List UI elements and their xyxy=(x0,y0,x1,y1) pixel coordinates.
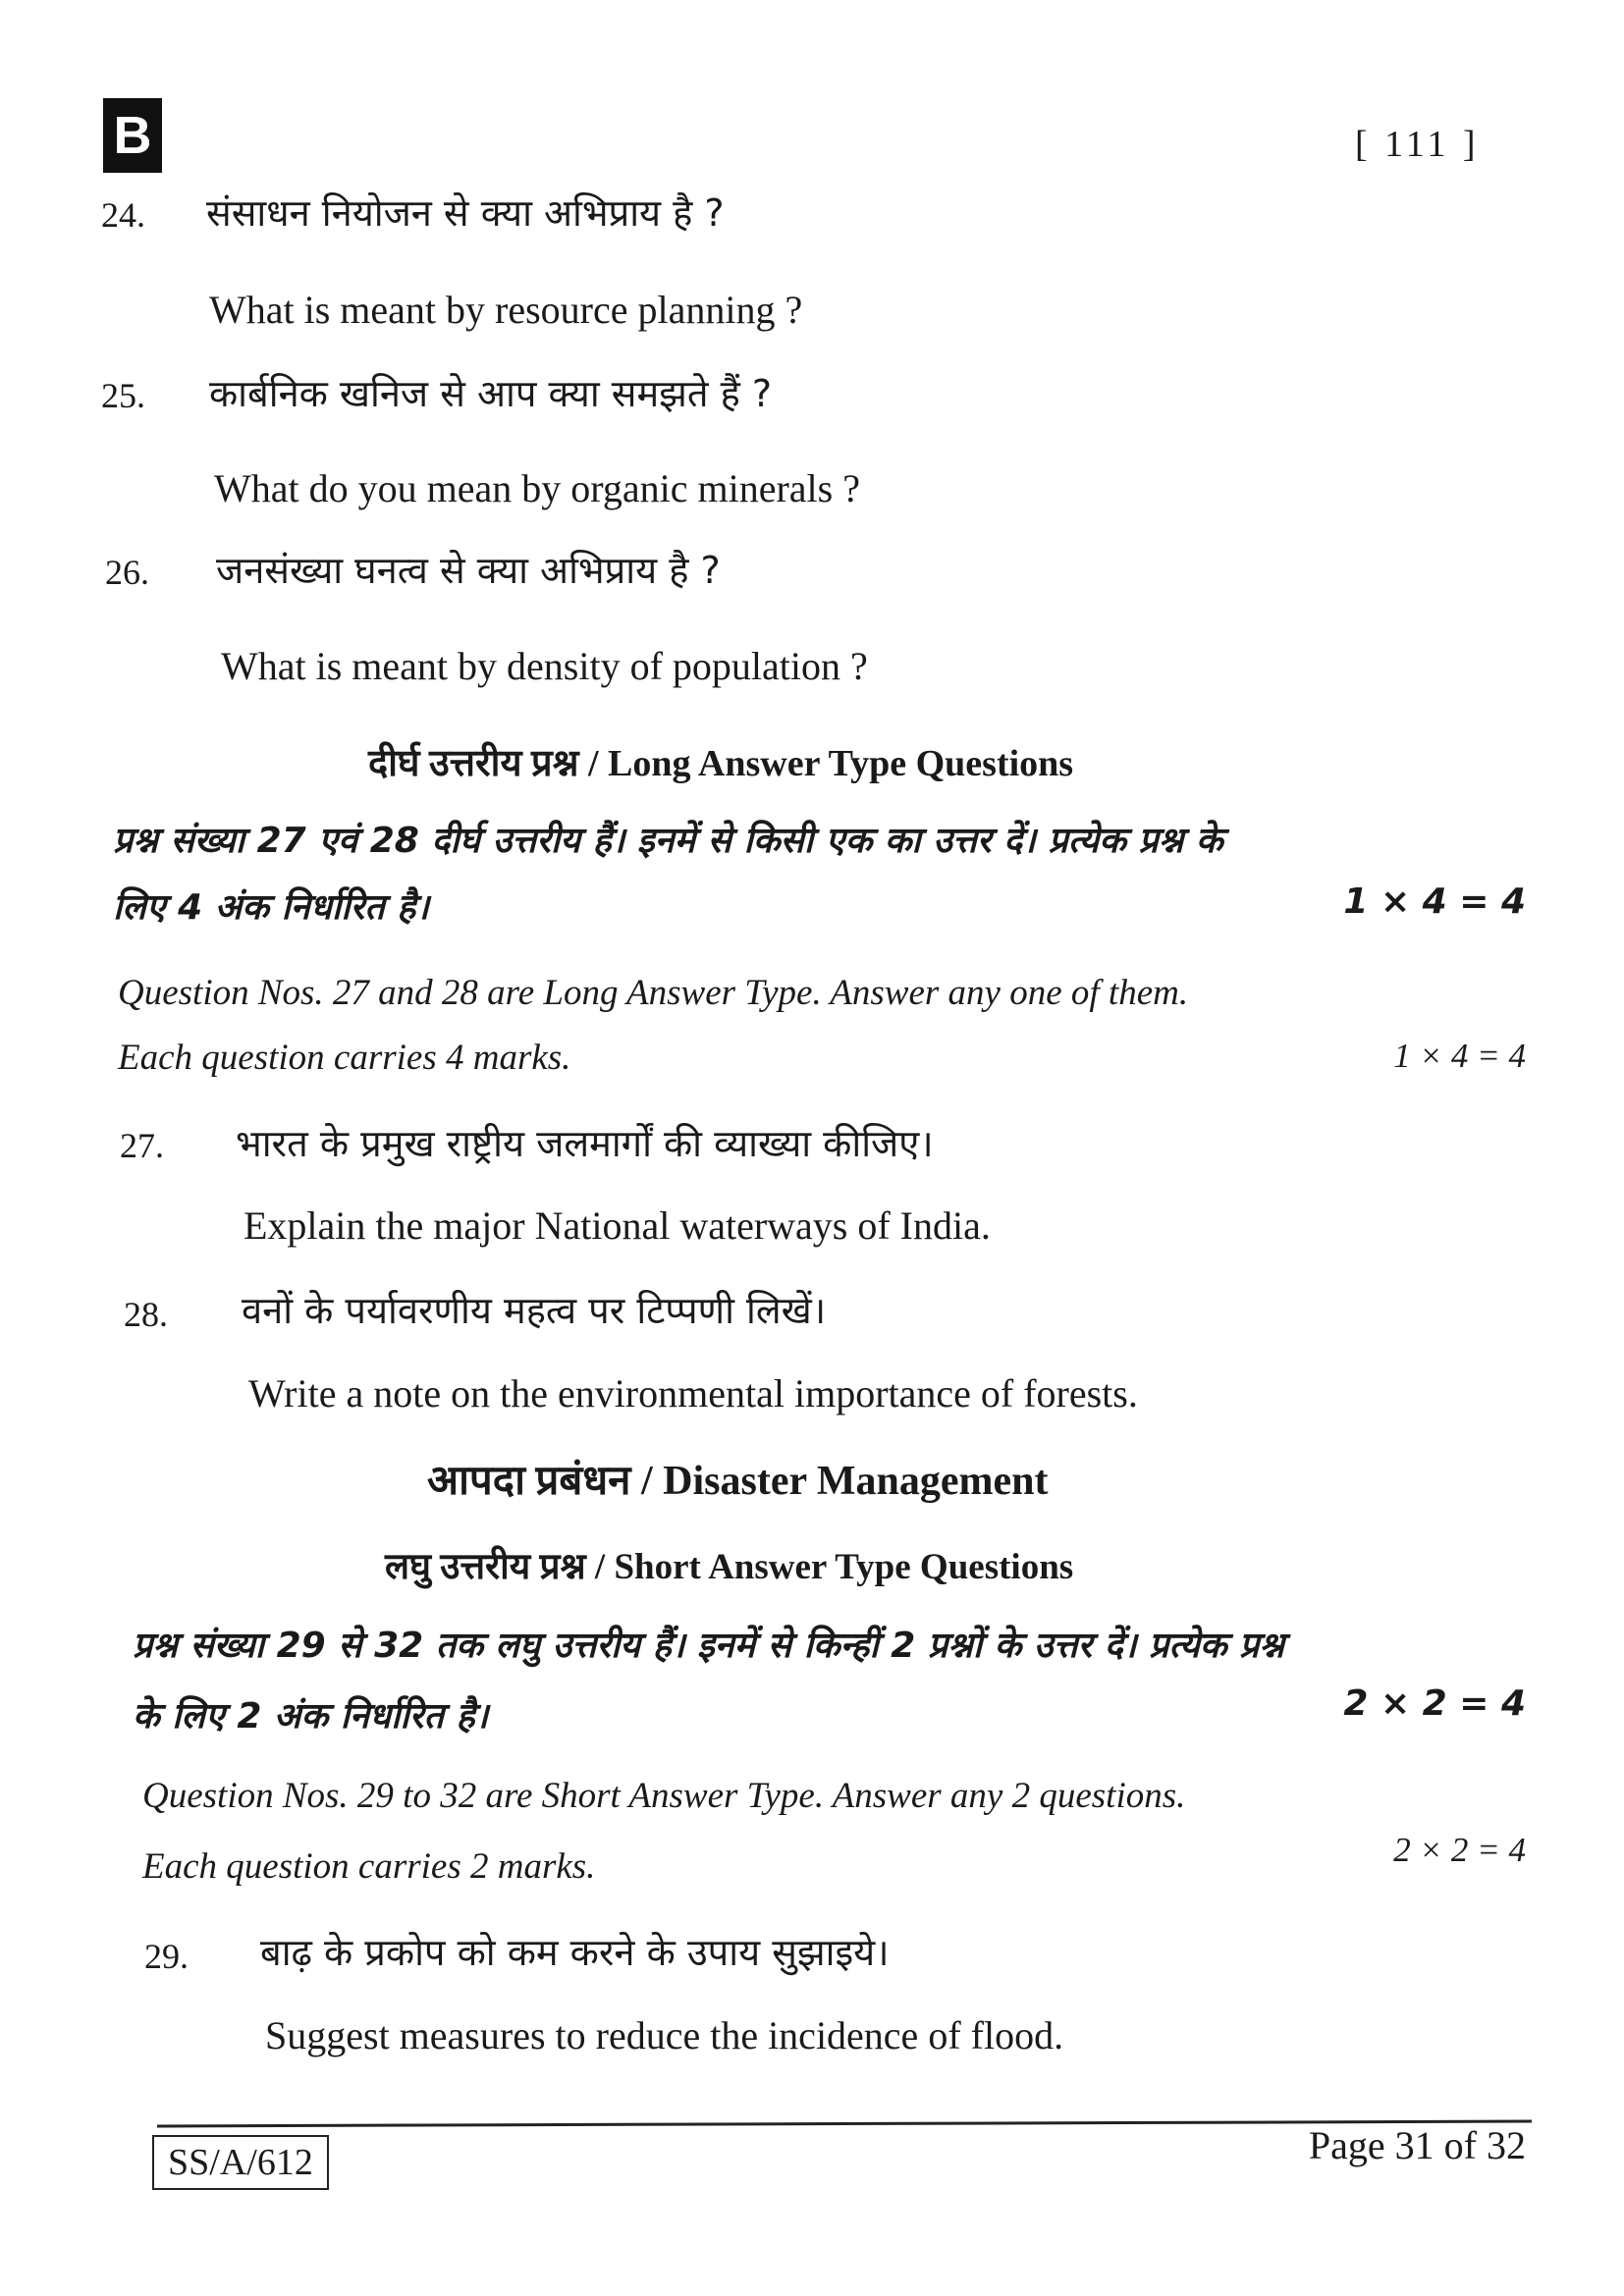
instruction-english: Question Nos. 29 to 32 are Short Answer Type. Answer any 2 questions. xyxy=(142,1776,1186,1816)
question-english: Write a note on the environmental importance of forests. xyxy=(248,1371,1138,1415)
question-english: What is meant by resource planning ? xyxy=(209,288,803,332)
question-number: 27. xyxy=(120,1126,164,1165)
marks: 2 × 2 = 4 xyxy=(1393,1831,1526,1869)
section-subheading-short: लघु उत्तरीय प्रश्न / Short Answer Type Questions xyxy=(385,1547,1074,1587)
paper-code: SS/A/612 xyxy=(152,2135,329,2190)
marks: 1 × 4 = 4 xyxy=(1393,1037,1526,1075)
question-english: What is meant by density of population ? xyxy=(221,644,868,688)
instruction-english: Question Nos. 27 and 28 are Long Answer Type. Answer any one of them. xyxy=(118,973,1189,1013)
instruction-hindi: प्रश्न संख्या 27 एवं 28 दीर्घ उत्तरीय हैं। इनमें से किसी एक का उत्तर दें। प्रत्येक प्रश्न के xyxy=(113,821,1223,861)
page-code: [ 111 ] xyxy=(1355,124,1480,165)
instruction-english: Each question carries 2 marks. xyxy=(142,1846,596,1887)
question-hindi: संसाधन नियोजन से क्या अभिप्राय है ? xyxy=(206,191,725,235)
section-heading-disaster: आपदा प्रबंधन / Disaster Management xyxy=(427,1459,1049,1504)
marks: 2 × 2 = 4 xyxy=(1343,1683,1526,1724)
instruction-hindi: प्रश्न संख्या 29 से 32 तक लघु उत्तरीय हैं। इनमें से किन्हीं 2 प्रश्नों के उत्तर दें। प्रत्येक प्रश्न xyxy=(133,1626,1284,1666)
question-hindi: भारत के प्रमुख राष्ट्रीय जलमार्गों की व्याख्या कीजिए। xyxy=(236,1122,934,1165)
page-info: Page 31 of 32 xyxy=(1308,2123,1526,2167)
question-hindi: कार्बनिक खनिज से आप क्या समझते हैं ? xyxy=(209,372,773,415)
question-number: 26. xyxy=(105,553,149,592)
question-number: 29. xyxy=(144,1937,189,1976)
instruction-english: Each question carries 4 marks. xyxy=(118,1038,571,1078)
question-number: 25. xyxy=(101,376,145,415)
set-badge: B xyxy=(103,98,162,173)
question-hindi: बाढ़ के प्रकोप को कम करने के उपाय सुझाइये। xyxy=(260,1931,890,1974)
question-number: 24. xyxy=(101,195,145,235)
question-english: Explain the major National waterways of India. xyxy=(244,1203,991,1248)
question-english: What do you mean by organic minerals ? xyxy=(214,466,860,510)
question-hindi: वनों के पर्यावरणीय महत्व पर टिप्पणी लिखें। xyxy=(242,1289,827,1332)
question-number: 28. xyxy=(124,1295,168,1334)
instruction-hindi: लिए 4 अंक निर्धारित है। xyxy=(113,887,430,928)
section-heading-long: दीर्घ उत्तरीय प्रश्न / Long Answer Type Questions xyxy=(368,743,1074,784)
instruction-hindi: के लिए 2 अंक निर्धारित है। xyxy=(133,1696,489,1736)
question-hindi: जनसंख्या घनत्व से क्या अभिप्राय है ? xyxy=(216,549,721,592)
question-english: Suggest measures to reduce the incidence of flood. xyxy=(265,2013,1064,2057)
marks: 1 × 4 = 4 xyxy=(1343,881,1526,922)
